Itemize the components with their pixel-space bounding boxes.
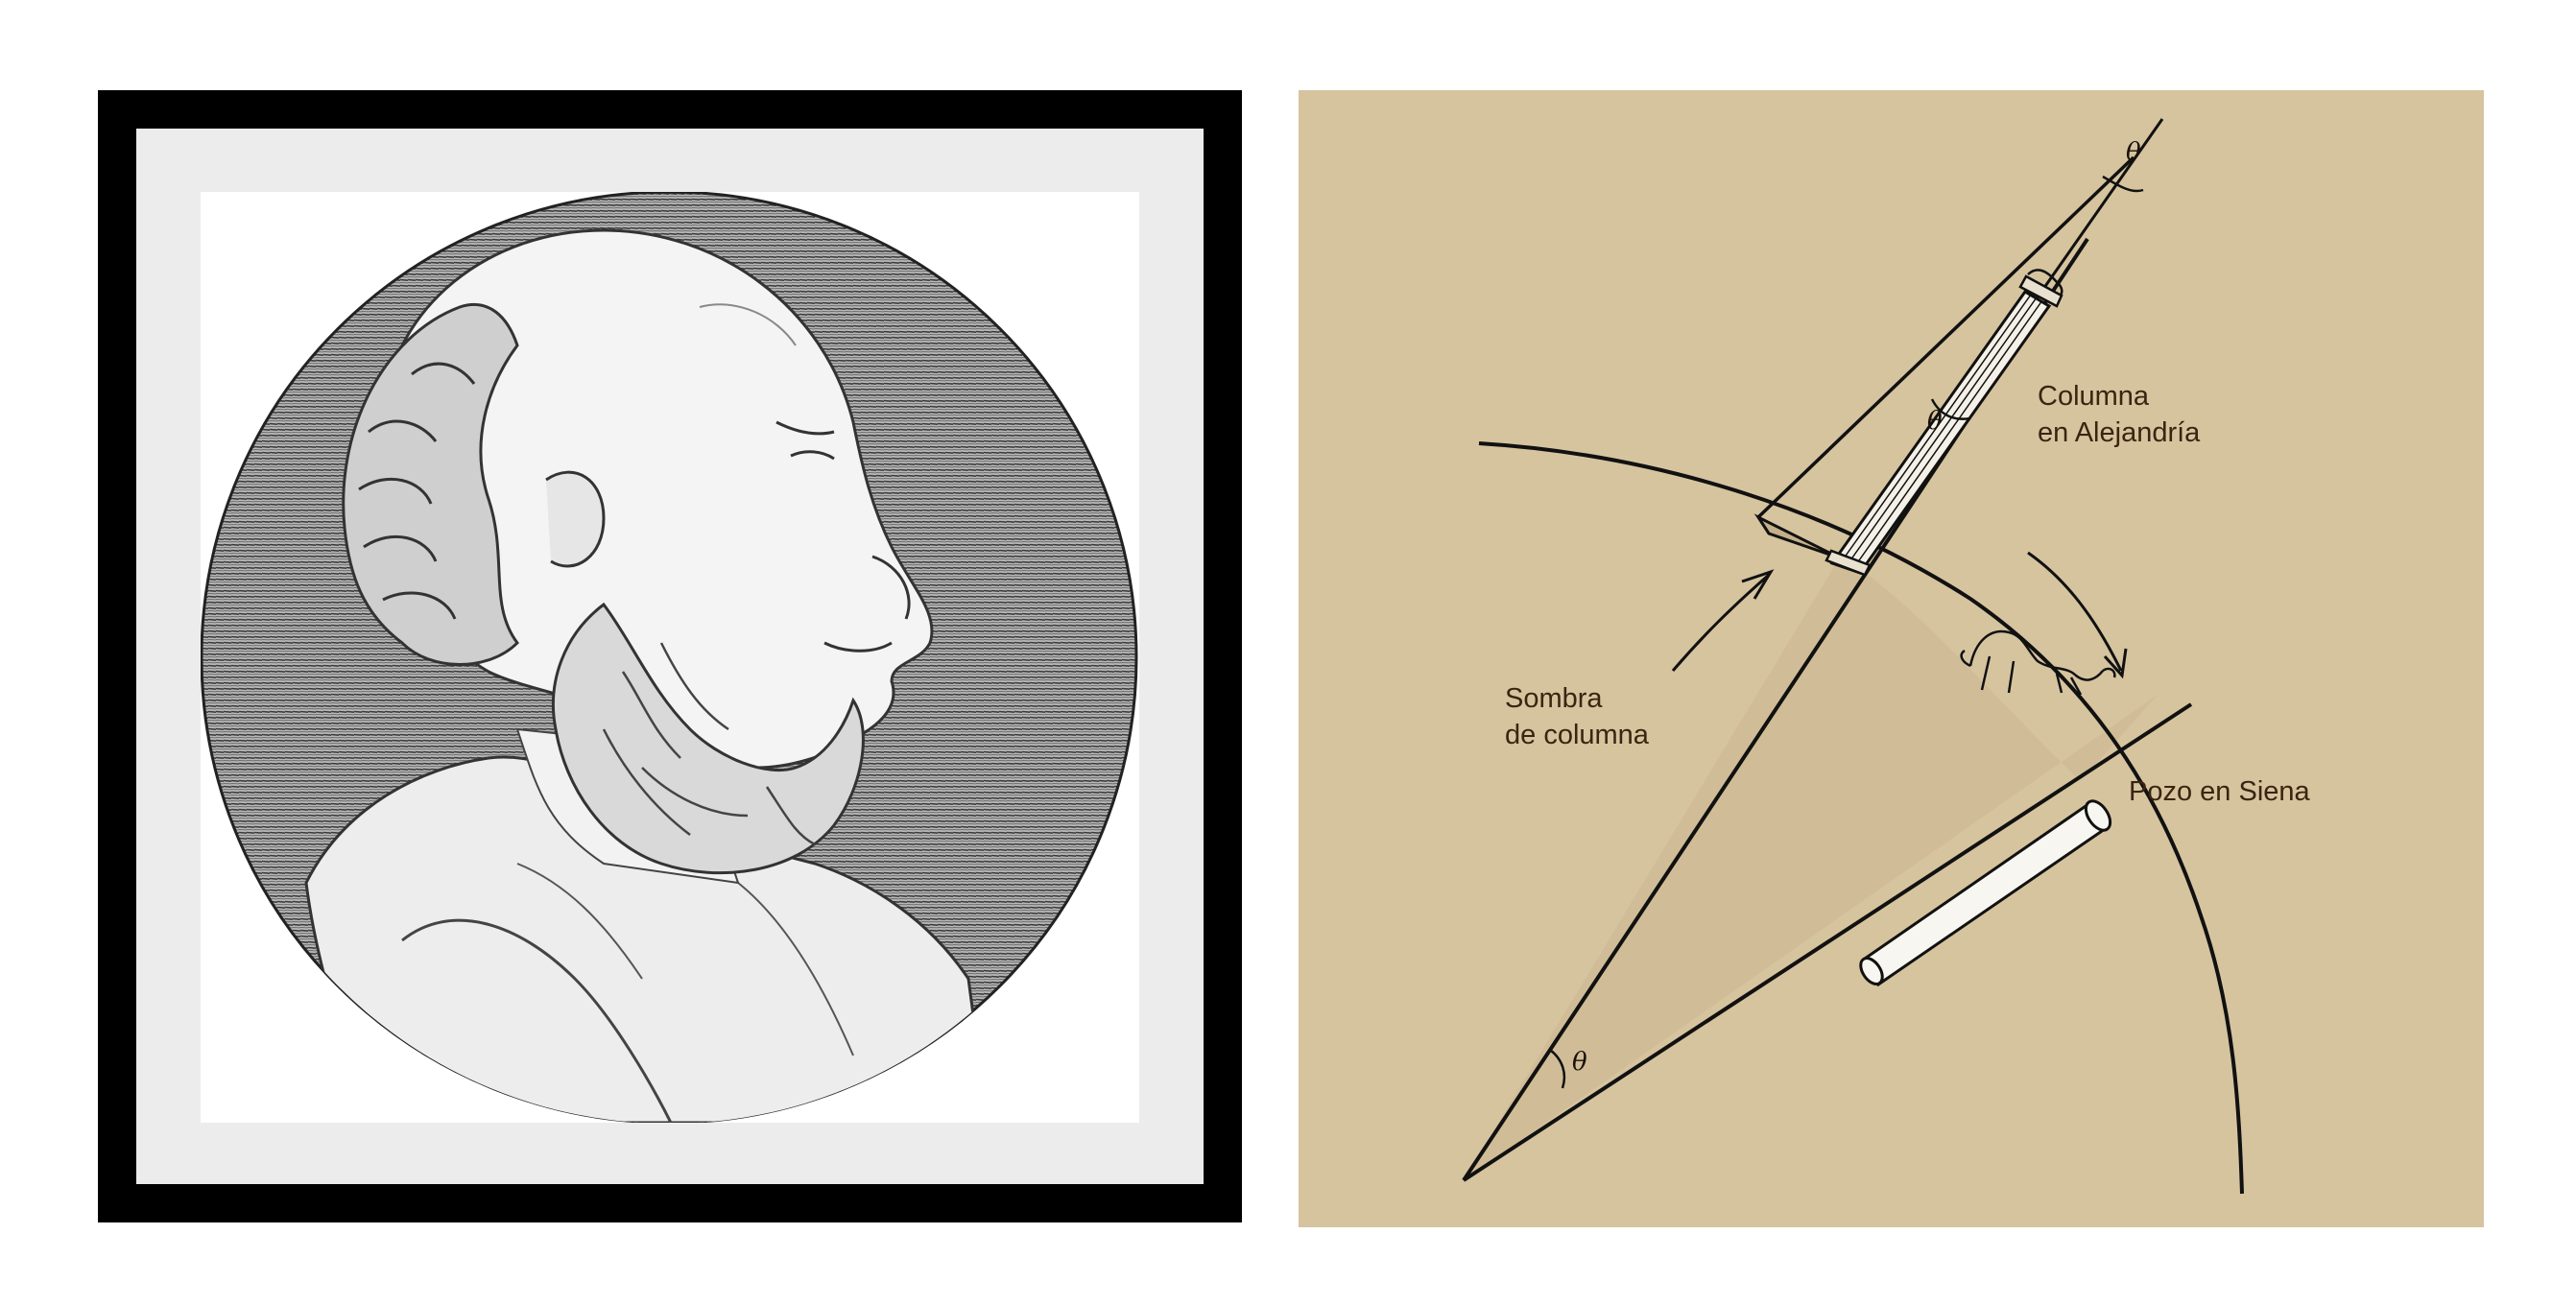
- theta-symbol-column: θ: [1927, 407, 1943, 436]
- portrait-engraving: [201, 192, 1139, 1123]
- theta-symbol-top: θ: [2126, 138, 2141, 167]
- shadow-label: [1505, 680, 1649, 753]
- theta-symbol-center: θ: [1572, 1048, 1587, 1077]
- shadow-pointer-arrow: [1673, 575, 1769, 671]
- well-label: Pozo en Siena: [2129, 776, 2310, 807]
- diagram-panel: [1299, 90, 2484, 1227]
- earth-sector-wedge: [1464, 556, 2158, 1180]
- portrait-inner: [201, 192, 1139, 1123]
- diagram-drawing: [1299, 90, 2484, 1227]
- sun-ray-line: [1758, 157, 2134, 517]
- column-label: [2038, 378, 2200, 451]
- angle-arc-top: [2103, 177, 2143, 191]
- motion-arrow: [2028, 553, 2121, 671]
- portrait-frame: [98, 90, 1242, 1222]
- shadow-label-line1: Sombra: [1505, 683, 1603, 714]
- portrait-mat: [136, 129, 1204, 1184]
- column-alejandria: [1826, 270, 2062, 575]
- column-label-line1: Columna: [2038, 381, 2150, 412]
- sun-ray-line-2: [2028, 119, 2162, 311]
- column-label-line2: en Alejandría: [2038, 417, 2201, 448]
- shadow-label-line2: de columna: [1505, 720, 1649, 750]
